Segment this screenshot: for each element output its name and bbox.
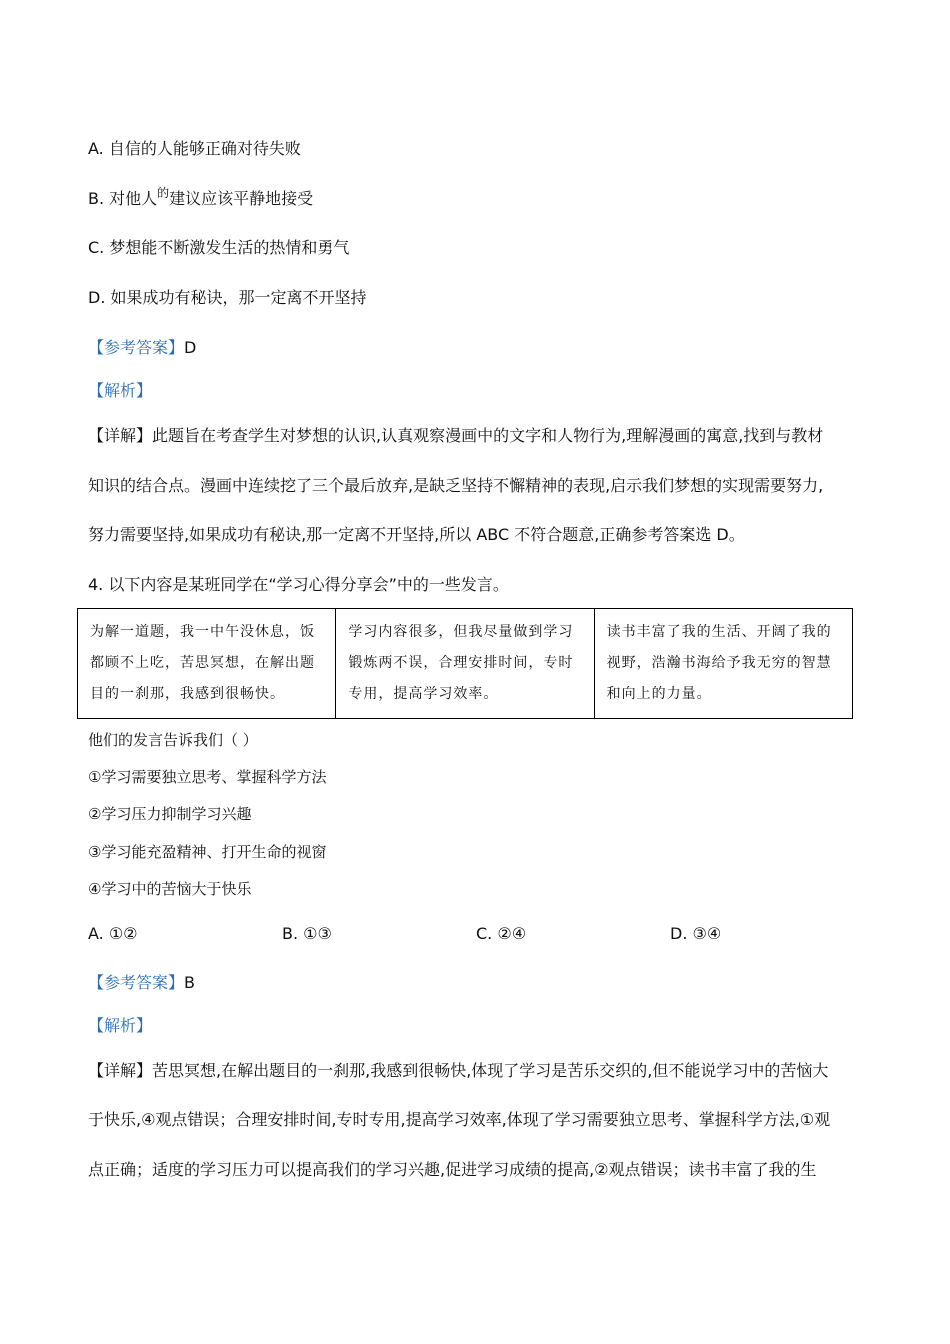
q3-option-b-prefix: B. 对他人 — [88, 189, 158, 208]
q4-detail-line-1 — [88, 1061, 828, 1081]
q4-detail-line-3: 点正确；适度的学习压力可以提高我们的学习兴趣,促进学习成绩的提高,②观点错误；读书丰富了我的生 — [88, 1160, 817, 1179]
q4-detail-tag: 【详解】 — [88, 1061, 153, 1080]
q3-option-b-suffix: 建议应该平静地接受 — [169, 189, 314, 208]
q4-answer — [88, 973, 195, 993]
q3-option-b-superscript: 的 — [157, 186, 170, 200]
q4-option-a: A. ①② — [88, 924, 138, 943]
q3-analysis-tag: 【解析】 — [88, 381, 153, 400]
q3-answer — [88, 338, 196, 358]
q3-answer-tag: 【参考答案】 — [88, 338, 185, 357]
q3-option-a: A. 自信的人能够正确对待失败 — [88, 139, 301, 158]
q3-detail-text-1: 此题旨在考查学生对梦想的认识,认真观察漫画中的文字和人物行为,理解漫画的寓意,找到与教材 — [152, 426, 824, 445]
q4-option-d: D. ③④ — [670, 924, 722, 943]
q3-detail-line-2: 知识的结合点。漫画中连续挖了三个最后放弃,是缺乏坚持不懈精神的表现,启示我们梦想的实现需要努力, — [88, 476, 824, 495]
q3-option-c: C. 梦想能不断激发生活的热情和勇气 — [88, 238, 350, 257]
q4-statement-3: ③学习能充盈精神、打开生命的视窗 — [88, 843, 327, 861]
q3-detail-line-1 — [88, 426, 823, 446]
q4-quote-table — [77, 608, 853, 719]
q4-statement-1: ①学习需要独立思考、掌握科学方法 — [88, 768, 327, 786]
q4-question: 他们的发言告诉我们（ ） — [88, 731, 258, 749]
q4-answer-tag: 【参考答案】 — [88, 973, 185, 992]
table-row — [78, 609, 853, 719]
q3-option-d: D. 如果成功有秘诀，那一定离不开坚持 — [88, 288, 367, 307]
q4-quote-cell-1: 为解一道题，我一中午没休息，饭都顾不上吃，苦思冥想，在解出题目的一刹那，我感到很畅快。 — [78, 609, 336, 719]
q4-statement-2: ②学习压力抑制学习兴趣 — [88, 805, 252, 823]
q3-detail-tag: 【详解】 — [88, 426, 153, 445]
q4-quote-cell-2: 学习内容很多，但我尽量做到学习锻炼两不误，合理安排时间，专时专用，提高学习效率。 — [336, 609, 594, 719]
q3-option-b — [88, 186, 314, 210]
q4-option-b: B. ①③ — [282, 924, 332, 943]
q4-analysis-tag: 【解析】 — [88, 1016, 153, 1035]
q3-answer-value: D — [184, 338, 197, 357]
q3-detail-line-3: 努力需要坚持,如果成功有秘诀,那一定离不开坚持,所以 ABC 不符合题意,正确参考答案选 D。 — [88, 525, 745, 544]
q4-answer-value: B — [184, 973, 195, 992]
q4-quote-cell-3: 读书丰富了我的生活、开阔了我的视野，浩瀚书海给予我无穷的智慧和向上的力量。 — [594, 609, 852, 719]
q4-option-c: C. ②④ — [476, 924, 527, 943]
q4-detail-text-1: 苦思冥想,在解出题目的一刹那,我感到很畅快,体现了学习是苦乐交织的,但不能说学习中的苦恼大 — [152, 1061, 829, 1080]
q4-statement-4: ④学习中的苦恼大于快乐 — [88, 880, 252, 898]
q4-detail-line-2: 于快乐,④观点错误；合理安排时间,专时专用,提高学习效率,体现了学习需要独立思考、掌握科学方法,①观 — [88, 1110, 831, 1129]
q4-stem: 4. 以下内容是某班同学在“学习心得分享会”中的一些发言。 — [88, 575, 509, 594]
